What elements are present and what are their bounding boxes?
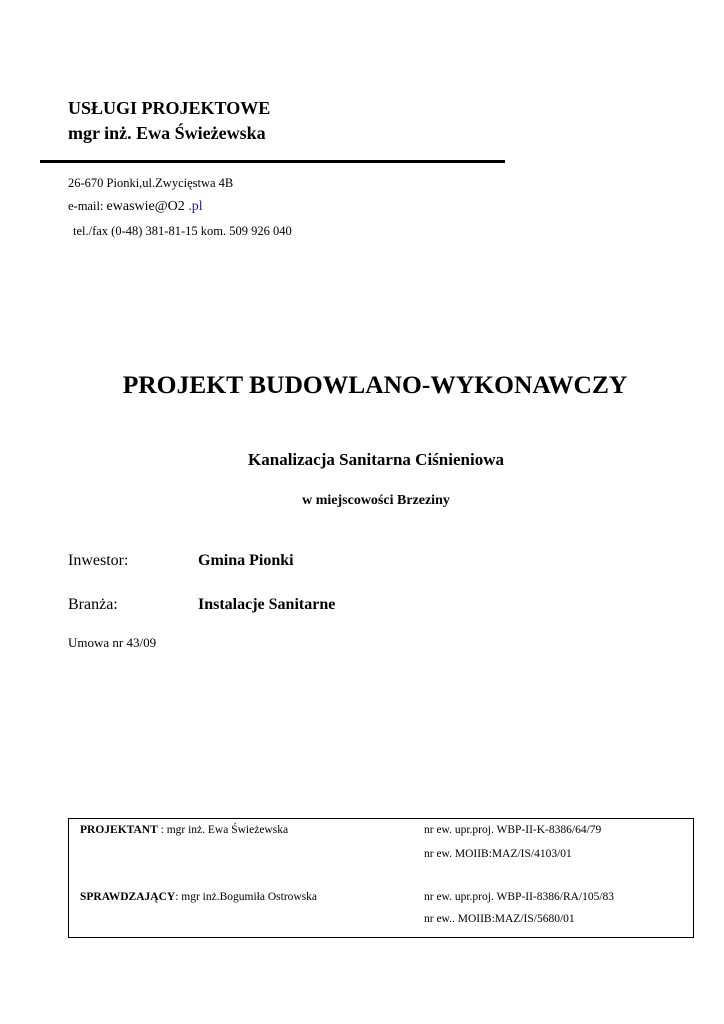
designer-separator: : [157, 824, 167, 836]
company-person: mgr inż. Ewa Świeżewska [68, 123, 266, 143]
branch-value: Instalacje Sanitarne [198, 596, 336, 613]
email-domain-link[interactable]: .pl [184, 199, 203, 214]
project-subject: Kanalizacja Sanitarna Ciśnieniowa [248, 450, 504, 469]
branch-label: Branża: [68, 596, 118, 613]
signature-box [68, 818, 694, 938]
designer-license-1: nr ew. upr.proj. WBP-II-K-8386/64/79 [424, 824, 602, 836]
designer-license-2: nr ew. MOIIB:MAZ/IS/4103/01 [424, 848, 572, 860]
project-title: PROJEKT BUDOWLANO-WYKONAWCZY [122, 370, 628, 399]
company-email [68, 199, 203, 215]
checker-license-1: nr ew. upr.proj. WBP-II-8386/RA/105/83 [424, 891, 615, 903]
checker-role: SPRAWDZAJĄCY [80, 891, 176, 903]
checker-name: mgr inż.Bogumiła Ostrowska [181, 891, 318, 903]
checker-entry [80, 891, 317, 903]
investor-value: Gmina Pionki [198, 552, 294, 569]
investor-label: Inwestor: [68, 552, 129, 569]
header-divider [40, 160, 505, 163]
designer-role: PROJEKTANT [80, 824, 158, 836]
email-label: e-mail: [68, 199, 107, 213]
designer-name: mgr inż. Ewa Świeżewska [166, 824, 289, 836]
checker-separator: : [175, 891, 182, 903]
email-value: ewaswie@O2 [106, 199, 185, 214]
designer-entry [80, 824, 288, 836]
company-address: 26-670 Pionki,ul.Zwycięstwa 4B [68, 176, 234, 190]
company-phone: tel./fax (0-48) 381-81-15 kom. 509 926 040 [73, 224, 292, 238]
contract-number: Umowa nr 43/09 [68, 635, 157, 650]
checker-license-2: nr ew.. MOIIB:MAZ/IS/5680/01 [424, 913, 575, 925]
project-location: w miejscowości Brzeziny [302, 493, 450, 508]
company-name: USŁUGI PROJEKTOWE [68, 98, 271, 118]
